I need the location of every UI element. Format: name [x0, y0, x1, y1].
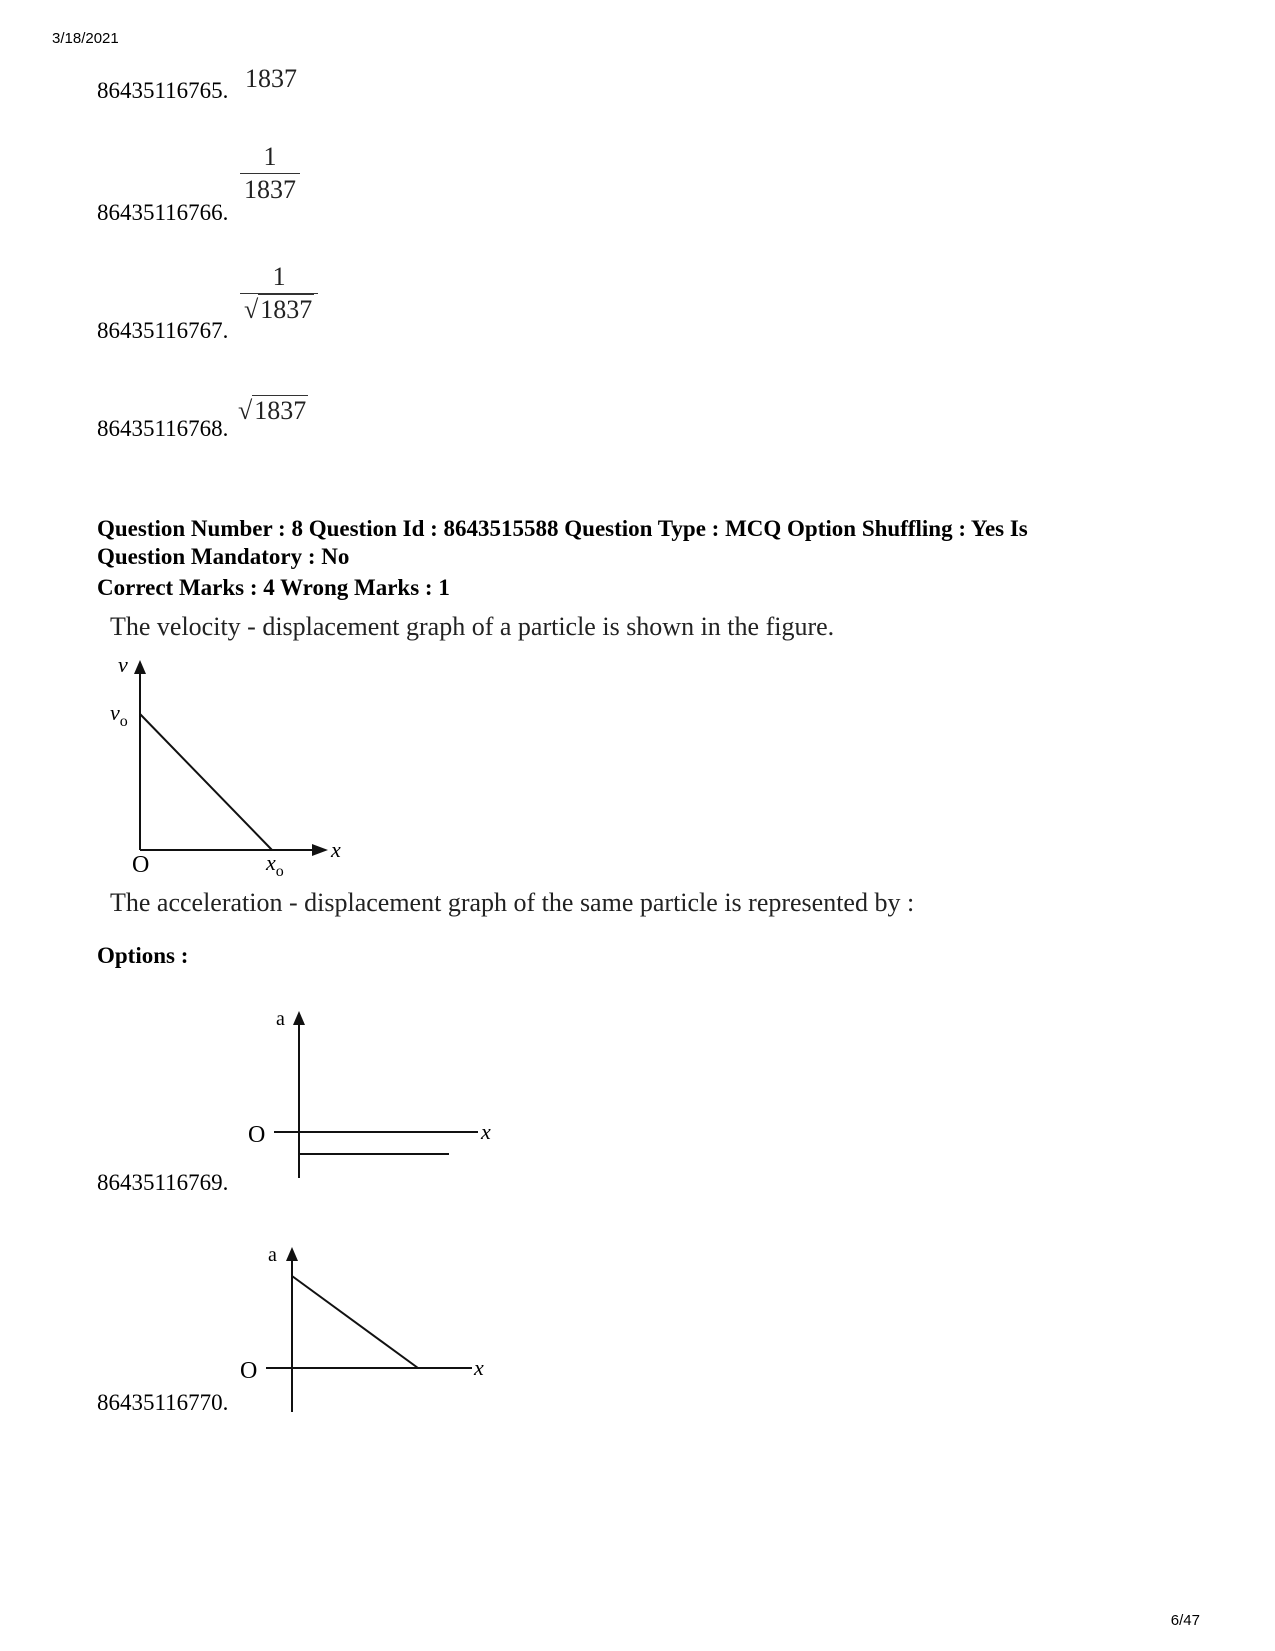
- option-math: [240, 142, 300, 205]
- option-id: 86435116770.: [97, 1390, 229, 1415]
- velocity-displacement-graph: [100, 650, 360, 885]
- option-id: 86435116769.: [97, 1170, 229, 1195]
- question-text: The velocity - displacement graph of a particle is shown in the figure.: [110, 612, 835, 641]
- fraction-denominator: [240, 293, 318, 325]
- fraction-denominator: 1837: [240, 173, 300, 205]
- option-graph-1: [240, 1000, 510, 1185]
- x0-label: [265, 850, 284, 880]
- fraction-numerator: 1: [263, 142, 277, 171]
- question-meta-line: Question Number : 8 Question Id : 8643515588 Question Type : MCQ Option Shuffling : Yes Is: [97, 516, 1028, 541]
- v0-label: [110, 700, 128, 730]
- a-axis-label: a: [276, 1008, 285, 1030]
- fraction: [240, 142, 300, 205]
- acceleration-line: [292, 1276, 418, 1368]
- question-header: [97, 515, 1117, 571]
- question-mandatory: Question Mandatory : No: [97, 544, 350, 569]
- a-axis-arrow: [286, 1247, 298, 1261]
- options-label: Options :: [97, 943, 189, 968]
- origin-label: O: [132, 852, 150, 878]
- v-axis-arrow: [134, 660, 146, 674]
- sqrt-symbol: √: [244, 295, 259, 324]
- x-axis-label: x: [474, 1355, 484, 1380]
- option-graph-2: [236, 1236, 506, 1416]
- sqrt-symbol: √: [238, 396, 253, 425]
- v-axis-label: v: [118, 652, 128, 677]
- velocity-line: [140, 714, 272, 850]
- page-number: 6/47: [1170, 1612, 1200, 1629]
- sqrt-radicand: 1837: [254, 396, 307, 425]
- question-marks: Correct Marks : 4 Wrong Marks : 1: [97, 575, 450, 600]
- option-id: 86435116765.: [97, 78, 229, 103]
- v0-label-main: v: [110, 700, 120, 725]
- fraction: [240, 262, 318, 325]
- a-axis-arrow: [293, 1011, 305, 1025]
- fraction-numerator: 1: [272, 262, 286, 291]
- a-axis-label: a: [268, 1244, 277, 1266]
- print-date: 3/18/2021: [52, 30, 119, 47]
- origin-label: O: [248, 1122, 266, 1148]
- origin-label: O: [240, 1358, 258, 1384]
- x0-label-sub: o: [275, 863, 284, 880]
- option-id: 86435116766.: [97, 200, 229, 225]
- question-text-2: The acceleration - displacement graph of the same particle is represented by :: [110, 888, 915, 917]
- x0-label-main: x: [266, 850, 276, 875]
- option-math: 1837: [245, 64, 297, 93]
- x-axis-label: x: [331, 837, 341, 862]
- option-math: [238, 396, 308, 426]
- x-axis-arrow: [312, 844, 328, 856]
- v0-label-sub: o: [119, 713, 128, 730]
- sqrt-radicand: 1837: [260, 295, 313, 324]
- option-math: [240, 262, 318, 325]
- option-id: 86435116768.: [97, 416, 229, 441]
- option-id: 86435116767.: [97, 318, 229, 343]
- x-axis-label: x: [481, 1119, 491, 1144]
